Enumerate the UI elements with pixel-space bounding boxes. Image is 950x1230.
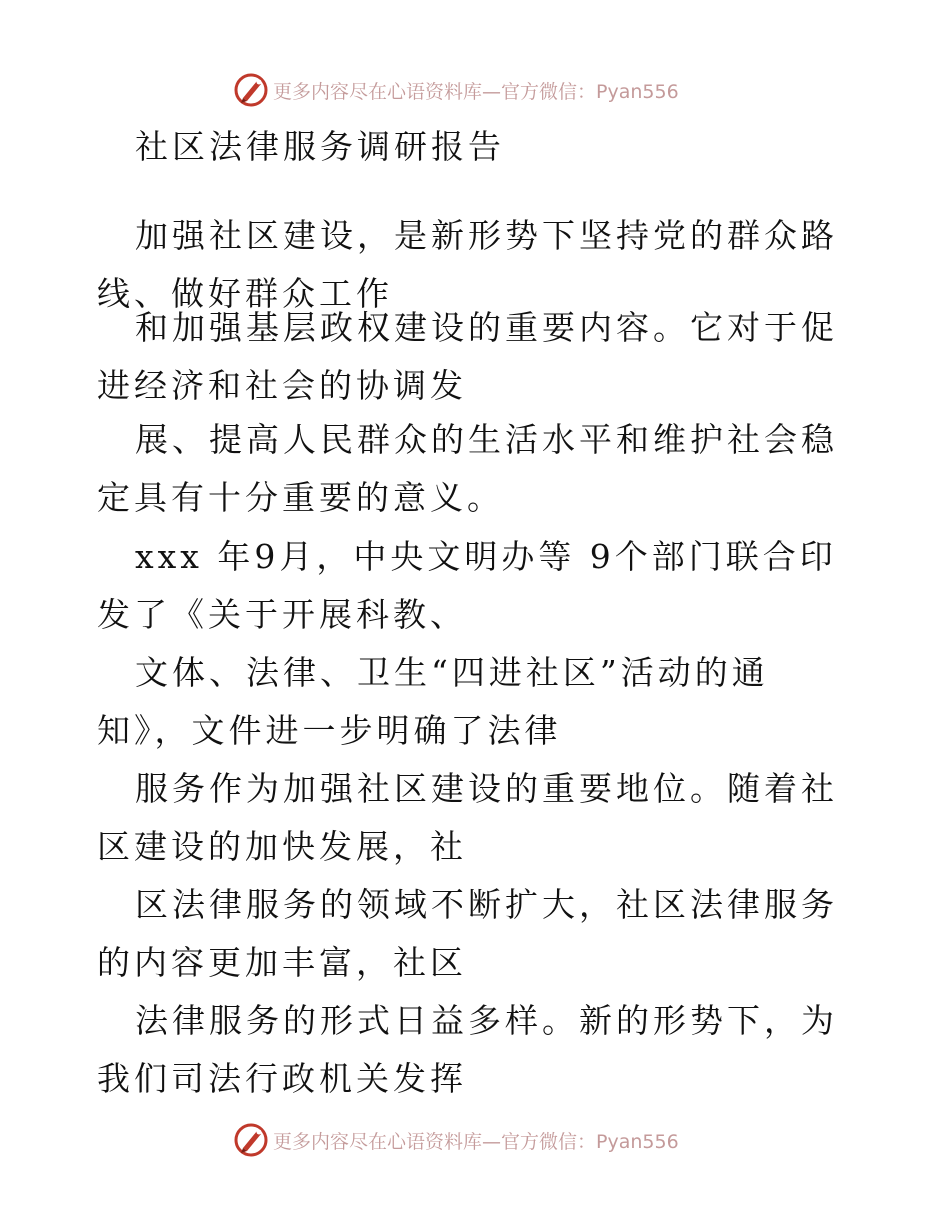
watermark-text: 更多内容尽在心语资料库—官方微信：Pyan556 [273, 1130, 679, 1153]
watermark-text: 更多内容尽在心语资料库—官方微信：Pyan556 [273, 80, 679, 103]
document-title: 社区法律服务调研报告 [135, 127, 505, 166]
paragraph-line: 服务作为加强社区建设的重要地位。随着社区建设的加快发展，社 [97, 769, 838, 866]
paragraph-line: 区法律服务的领域不断扩大，社区法律服务的内容更加丰富，社区 [97, 885, 838, 982]
pen-logo-icon [233, 1122, 269, 1158]
header-watermark [233, 72, 679, 108]
paragraph-line: xxx 年9月，中央文明办等 9个部门联合印发了《关于开展科教、 [97, 537, 837, 634]
paragraph-line: 文体、法律、卫生“四进社区”活动的通知》，文件进一步明确了法律 [97, 653, 769, 750]
pen-logo-icon [233, 72, 269, 108]
paragraph-line: 加强社区建设，是新形势下坚持党的群众路线、做好群众工作 [97, 216, 838, 313]
paragraph-line: 法律服务的形式日益多样。新的形势下，为我们司法行政机关发挥 [97, 1001, 838, 1098]
paragraph-line: 和加强基层政权建设的重要内容。它对于促进经济和社会的协调发 [97, 308, 838, 405]
paragraph-line: 展、提高人民群众的生活水平和维护社会稳定具有十分重要的意义。 [97, 420, 838, 517]
footer-watermark [233, 1122, 679, 1158]
